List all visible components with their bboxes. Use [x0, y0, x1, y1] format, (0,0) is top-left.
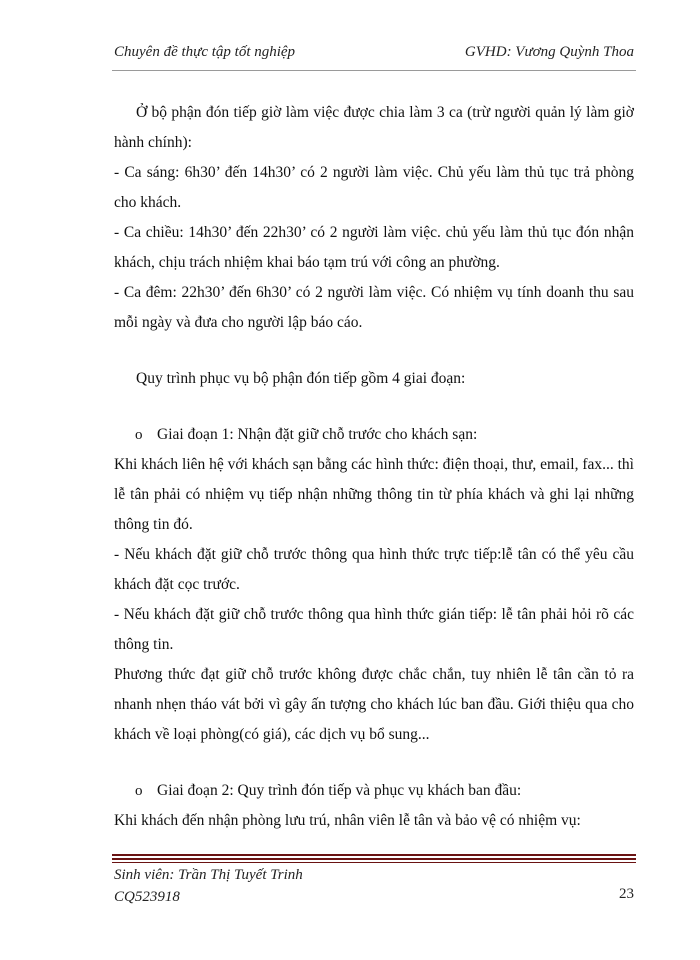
circle-bullet-icon: o: [135, 783, 143, 799]
stage-2-heading: [114, 776, 634, 806]
stage-2-text: Giai đoạn 2: Quy trình đón tiếp và phục vụ khách ban đầu:: [157, 782, 522, 799]
paragraph-shift-intro: Ở bộ phận đón tiếp giờ làm việc được chia làm 3 ca (trừ người quản lý làm giờ hành chính):: [114, 104, 634, 151]
circle-bullet-icon: o: [135, 427, 143, 443]
document-body: [114, 98, 634, 836]
page-header: [114, 44, 634, 61]
paragraph-stage-1-contact: Khi khách liên hệ với khách sạn bằng các hình thức: điện thoại, thư, email, fax... thì lễ tân phải có nhiệm vụ tiếp nhận những thông tin từ phía khách và ghi lại những thông tin đó.: [114, 456, 634, 533]
paragraph-process-intro: Quy trình phục vụ bộ phận đón tiếp gồm 4 giai đoạn:: [136, 370, 466, 387]
paragraph-direct-booking: - Nếu khách đặt giữ chỗ trước thông qua hình thức trực tiếp:lễ tân có thể yêu cầu khách đặt cọc trước.: [114, 546, 634, 593]
header-title: Chuyên đề thực tập tốt nghiệp: [114, 44, 296, 60]
stage-1-text: Giai đoạn 1: Nhận đặt giữ chỗ trước cho khách sạn:: [157, 426, 478, 443]
paragraph-indirect-booking: - Nếu khách đặt giữ chỗ trước thông qua hình thức gián tiếp: lễ tân phải hỏi rõ các thông tin.: [114, 606, 634, 653]
paragraph-stage-2-arrival: Khi khách đến nhận phòng lưu trú, nhân viên lễ tân và bảo vệ có nhiệm vụ:: [114, 812, 581, 829]
footer-divider: [112, 854, 636, 863]
header-divider: [112, 70, 636, 71]
page-footer: [114, 864, 634, 908]
header-supervisor: GVHD: Vương Quỳnh Thoa: [464, 44, 634, 60]
paragraph-morning-shift: - Ca sáng: 6h30’ đến 14h30’ có 2 người làm việc. Chủ yếu làm thủ tục trả phòng cho khách.: [114, 164, 634, 211]
spacer: [114, 394, 634, 420]
spacer: [114, 750, 634, 776]
paragraph-night-shift: - Ca đêm: 22h30’ đến 6h30’ có 2 người làm việc. Có nhiệm vụ tính doanh thu sau mỗi ngày và đưa cho người lập báo cáo.: [114, 284, 634, 331]
footer-student-code: CQ523918: [114, 889, 180, 905]
footer-student-name: Sinh viên: Trần Thị Tuyết Trinh: [114, 867, 303, 883]
paragraph-afternoon-shift: - Ca chiều: 14h30’ đến 22h30’ có 2 người làm việc. chủ yếu làm thủ tục đón nhận khách, chịu trách nhiệm khai báo tạm trú với công an phường.: [114, 224, 634, 271]
page-number: 23: [619, 886, 634, 902]
stage-1-heading: [114, 420, 634, 450]
paragraph-booking-method: Phương thức đạt giữ chỗ trước không được chắc chắn, tuy nhiên lễ tân cần tỏ ra nhanh nhẹn tháo vát bởi vì gây ấn tượng cho khách lúc ban đầu. Giới thiệu qua cho khách về loại phòng(có giá), các dịch vụ bổ sung...: [114, 666, 634, 743]
spacer: [114, 338, 634, 364]
